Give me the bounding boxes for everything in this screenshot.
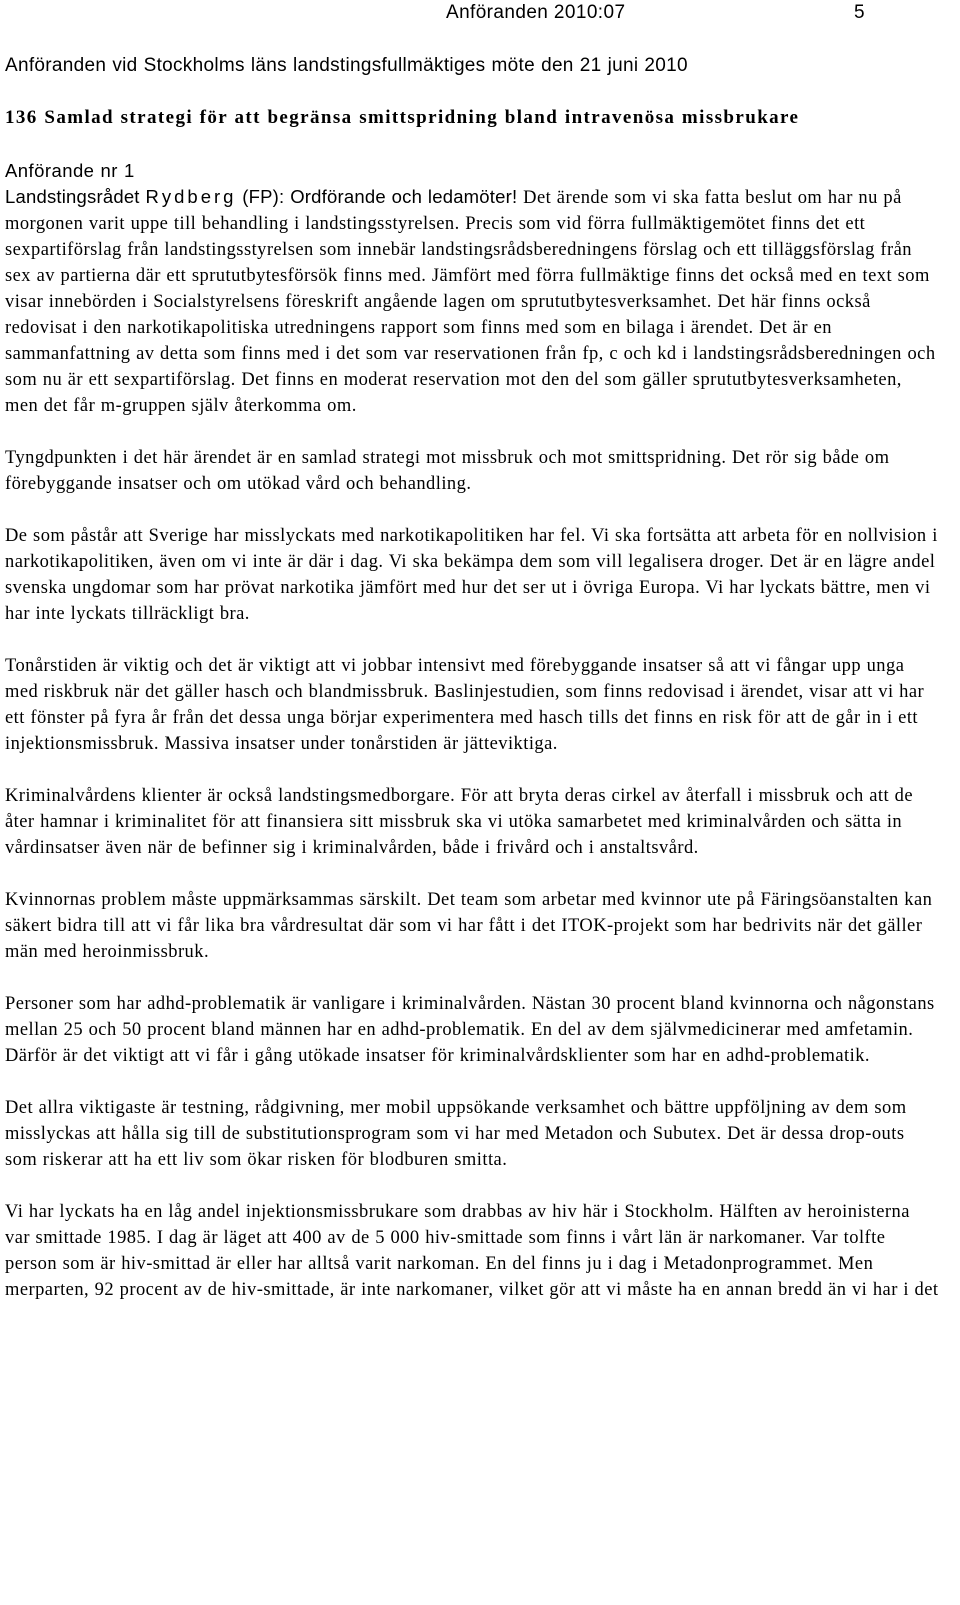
paragraph [5,184,939,419]
speaker-role: Landstingsrådet [5,186,146,207]
speaker-name: Rydberg [145,186,237,207]
paragraph: Kriminalvårdens klienter är också landstingsmedborgare. För att bryta deras cirkel av återfall i missbruk och att de åter hamnar i kriminalitet för att finansiera sitt missbruk ska vi utöka samarbetet med kriminalvården och sätta in vårdinsatser även när de befinner sig i kriminalvården, både i frivård och i anstaltsvård. [5,786,914,858]
speech-number: Anförande nr 1 [5,160,135,181]
speaker-party-intro: (FP): Ordförande och ledamöter! [236,186,524,207]
agenda-item-title: 136 Samlad strategi för att begränsa smittspridning bland intravenösa missbrukare [5,107,800,128]
paragraph: Vi har lyckats ha en låg andel injektionsmissbrukare som drabbas av hiv här i Stockholm. Hälften av heroinisterna var smittade 1985. I dag är läget att 400 av de 5 000 hiv-smittade som finns i vårt län är narkomaner. Var tolfte person som är hiv-smittad är eller har alltså varit narkoman. En del finns ju i dag i Metadonprogrammet. Men merparten, 92 procent av de hiv-smittade, är inte narkomaner, vilket gör att vi måste ha en annan bredd än vi har i det [5,1202,939,1300]
paragraph: Tyngdpunkten i det här ärendet är en samlad strategi mot missbruk och mot smittspridning. Det rör sig både om förebyggande insatser och om utökad vård och behandling. [5,448,890,494]
page-number: 5 [854,2,865,23]
paragraph: De som påstår att Sverige har misslyckats med narkotikapolitiken har fel. Vi ska fortsätta att arbeta för en nollvision i narkotikapolitiken, även om vi inte är där i dag. Vi ska bekämpa dem som vill legalisera droger. Det är en lägre andel svenska ungdomar som har prövat narkotika jämfört med hur det ser ut i övriga Europa. Vi har lyckats bättre, men vi har inte lyckats tillräckligt bra. [5,526,938,624]
paragraph: Det allra viktigaste är testning, rådgivning, mer mobil uppsökande verksamhet och bättre uppföljning av dem som misslyckas att hålla sig till de substitutionsprogram som vi har med Metadon och Subutex. Det är dessa drop-outs som riskerar att ha ett liv som ökar risken för blodburen smitta. [5,1098,907,1170]
document-body [5,53,939,1329]
paragraph: Tonårstiden är viktig och det är viktigt att vi jobbar intensivt med förebyggande insatser så att vi fångar upp unga med riskbruk när det gäller hasch och blandmissbruk. Baslinjestudien, som finns redovisad i ärendet, visar att vi har ett fönster på fyra år från det dessa unga börjar experimentera med hasch tills det finns en risk för att de går in i ett injektionsmissbruk. Massiva insatser under tonårstiden är jätteviktiga. [5,656,925,754]
header-label: Anföranden 2010:07 [446,2,626,23]
document-title: Anföranden vid Stockholms läns landstingsfullmäktiges möte den 21 juni 2010 [5,55,688,76]
paragraph: Kvinnornas problem måste uppmärksammas särskilt. Det team som arbetar med kvinnor ute på Färingsöanstalten kan säkert bidra till att vi får lika bra vårdresultat där som vi har fått i det ITOK-projekt som har bedrivits när det gäller män med heroinmissbruk. [5,890,933,962]
paragraph-text: Det ärende som vi ska fatta beslut om har nu på morgonen varit uppe till behandling i landstingsstyrelsen. Precis som vid förra fullmäktigemötet finns det ett sexpartiförslag från landstingsstyrelsen som innebär landstingsrådsberedningens förslag och ett tilläggsförslag från sex av partierna där ett sprututbytesförsök finns med. Jämfört med förra fullmäktige finns det också med en text som visar innebörden i Socialstyrelsens föreskrift angående lagen om sprututbytesverksamhet. Det här finns också redovisat i den narkotikapolitiska utredningens rapport som finns med som en bilaga i ärendet. Det är en sammanfattning av detta som finns med i det som var reservationen från fp, c och kd i landstingsrådsberedningen och som nu är ett sexpartiförslag. Det finns en moderat reservation mot den del som gäller sprututbytesverksamheten, men det får m-gruppen själv återkomma om. [5,188,936,416]
page-header [446,2,864,24]
paragraph: Personer som har adhd-problematik är vanligare i kriminalvården. Nästan 30 procent bland kvinnorna och någonstans mellan 25 och 50 procent bland männen har en adhd-problematik. En del av dem självmedicinerar med amfetamin. Därför är det viktigt att vi får i gång utökade insatser för kriminalvårdsklienter som har en adhd-problematik. [5,994,935,1066]
